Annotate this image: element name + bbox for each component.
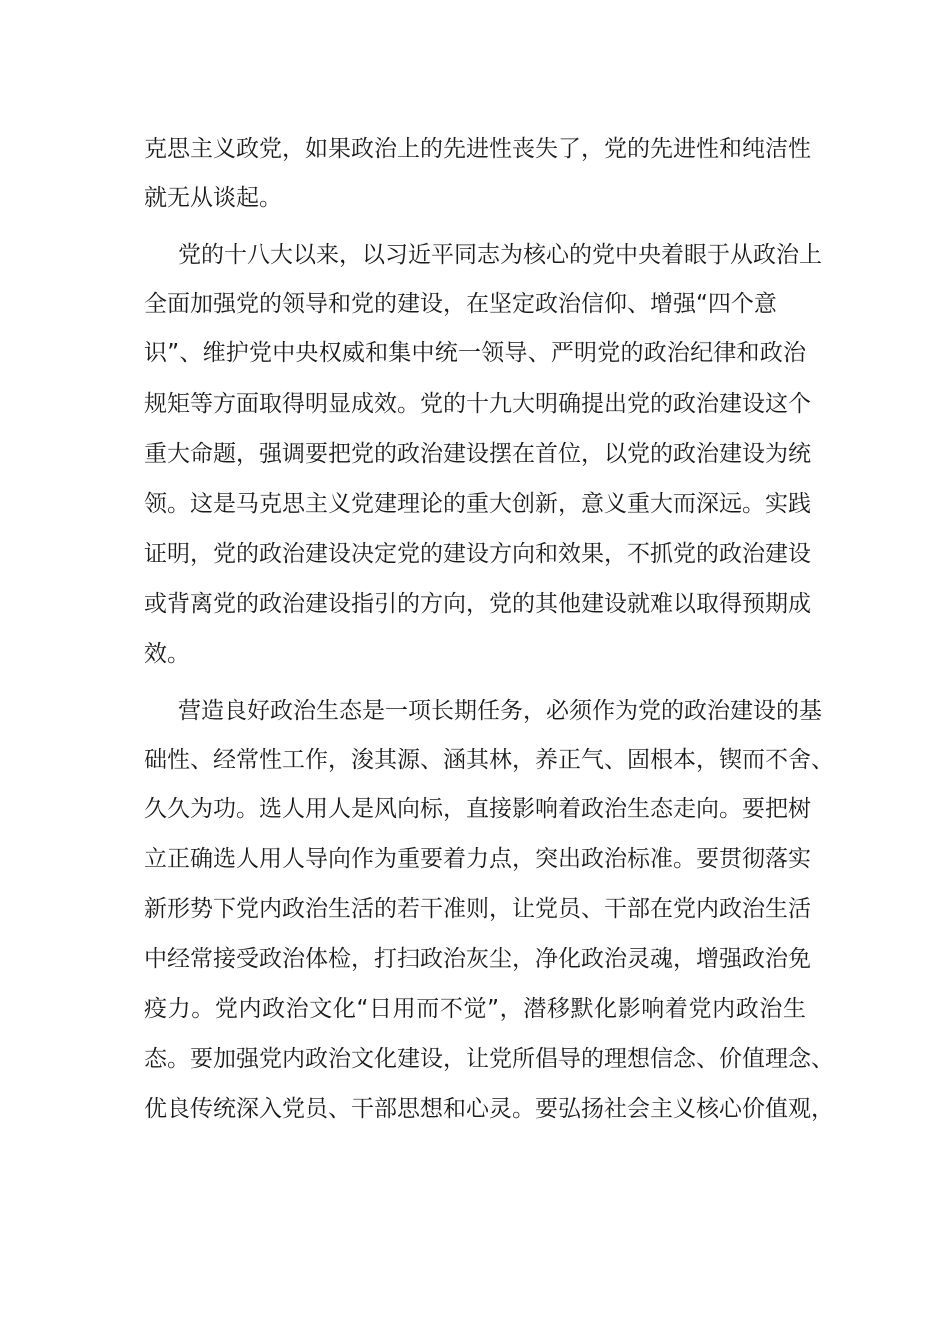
paragraph-line: 效。 [144,641,190,667]
paragraph-line: 中经常接受政治体检，打扫政治灰尘，净化政治灵魂，增强政治免 [144,946,811,972]
paragraph-line: 全面加强党的领导和党的建设，在坚定政治信仰、增强“四个意 [144,291,777,317]
paragraph-line: 疫力。党内政治文化“日用而不觉”，潜移默化影响着党内政治生 [144,996,806,1022]
paragraph-line: 识”、维护党中央权威和集中统一领导、严明党的政治纪律和政治 [144,340,806,366]
paragraph-line: 态。要加强党内政治文化建设，让党所倡导的理想信念、价值理念、 [144,1046,834,1072]
paragraph-line: 或背离党的政治建设指引的方向，党的其他建设就难以取得预期成 [144,591,811,617]
paragraph-line: 党的十八大以来，以习近平同志为核心的党中央着眼于从政治上 [178,242,822,268]
paragraph-line: 克思主义政党，如果政治上的先进性丧失了，党的先进性和纯洁性 [144,136,811,162]
paragraph-line: 优良传统深入党员、干部思想和心灵。要弘扬社会主义核心价值观， [144,1096,834,1122]
paragraph-line: 新形势下党内政治生活的若干准则，让党员、干部在党内政治生活 [144,896,811,922]
paragraph-line: 重大命题，强调要把党的政治建设摆在首位，以党的政治建设为统 [144,441,811,467]
paragraph-line: 础性、经常性工作，浚其源、涵其林，养正气、固根本，锲而不舍、 [144,747,834,773]
paragraph-line: 规矩等方面取得明显成效。党的十九大明确提出党的政治建设这个 [144,391,811,417]
paragraph-line: 营造良好政治生态是一项长期任务，必须作为党的政治建设的基 [178,698,822,724]
paragraph-line: 久久为功。选人用人是风向标，直接影响着政治生态走向。要把树 [144,796,811,822]
paragraph-line: 立正确选人用人导向作为重要着力点，突出政治标准。要贯彻落实 [144,846,811,872]
paragraph-line: 就无从谈起。 [144,185,282,211]
paragraph-line: 证明，党的政治建设决定党的建设方向和效果，不抓党的政治建设 [144,541,811,567]
paragraph-line: 领。这是马克思主义党建理论的重大创新，意义重大而深远。实践 [144,491,811,517]
